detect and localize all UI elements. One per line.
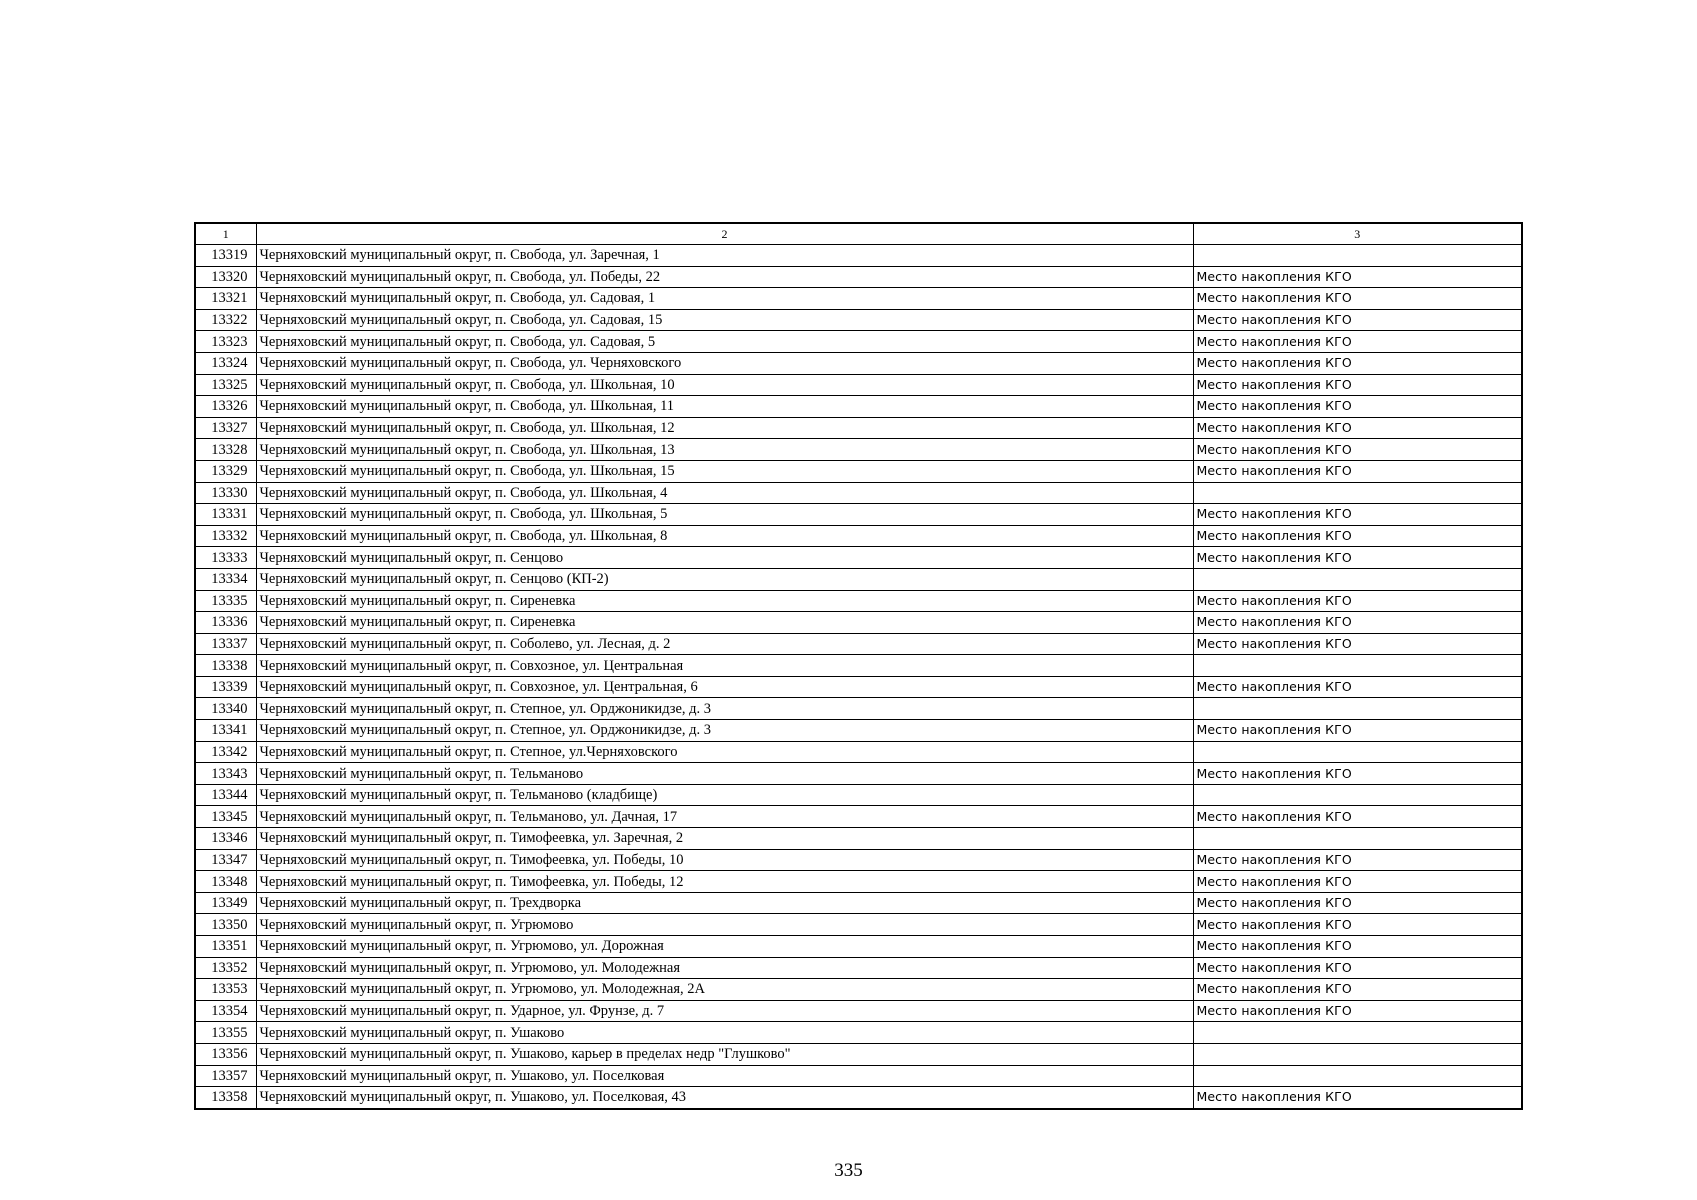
row-number-cell: 13348 bbox=[195, 871, 256, 893]
table-row bbox=[195, 1043, 1522, 1065]
table-row bbox=[195, 936, 1522, 958]
address-cell: Черняховский муниципальный округ, п. Угрюмово bbox=[256, 914, 1193, 936]
table-row bbox=[195, 1000, 1522, 1022]
status-cell: Место накопления КГО bbox=[1193, 979, 1522, 1001]
address-cell: Черняховский муниципальный округ, п. Тельманово, ул. Дачная, 17 bbox=[256, 806, 1193, 828]
address-cell: Черняховский муниципальный округ, п. Ушаково, ул. Поселковая bbox=[256, 1065, 1193, 1087]
row-number-cell: 13346 bbox=[195, 828, 256, 850]
row-number-cell: 13327 bbox=[195, 417, 256, 439]
table-row bbox=[195, 417, 1522, 439]
row-number-cell: 13323 bbox=[195, 331, 256, 353]
table-row bbox=[195, 266, 1522, 288]
status-cell: Место накопления КГО bbox=[1193, 396, 1522, 418]
status-cell: Место накопления КГО bbox=[1193, 849, 1522, 871]
address-cell: Черняховский муниципальный округ, п. Свобода, ул. Школьная, 4 bbox=[256, 482, 1193, 504]
status-cell: Место накопления КГО bbox=[1193, 266, 1522, 288]
status-cell: Место накопления КГО bbox=[1193, 633, 1522, 655]
address-cell: Черняховский муниципальный округ, п. Свобода, ул. Школьная, 12 bbox=[256, 417, 1193, 439]
status-cell: Место накопления КГО bbox=[1193, 460, 1522, 482]
address-cell: Черняховский муниципальный округ, п. Угрюмово, ул. Дорожная bbox=[256, 936, 1193, 958]
row-number-cell: 13319 bbox=[195, 245, 256, 267]
table-row bbox=[195, 763, 1522, 785]
address-cell: Черняховский муниципальный округ, п. Тимофеевка, ул. Победы, 12 bbox=[256, 871, 1193, 893]
table-row bbox=[195, 871, 1522, 893]
address-cell: Черняховский муниципальный округ, п. Свобода, ул. Победы, 22 bbox=[256, 266, 1193, 288]
address-cell: Черняховский муниципальный округ, п. Сенцово bbox=[256, 547, 1193, 569]
table-row bbox=[195, 892, 1522, 914]
address-cell: Черняховский муниципальный округ, п. Свобода, ул. Школьная, 13 bbox=[256, 439, 1193, 461]
status-cell: Место накопления КГО bbox=[1193, 288, 1522, 310]
row-number-cell: 13328 bbox=[195, 439, 256, 461]
address-cell: Черняховский муниципальный округ, п. Свобода, ул. Школьная, 15 bbox=[256, 460, 1193, 482]
row-number-cell: 13345 bbox=[195, 806, 256, 828]
address-cell: Черняховский муниципальный округ, п. Степное, ул. Орджоникидзе, д. 3 bbox=[256, 720, 1193, 742]
register-table bbox=[194, 222, 1523, 1110]
row-number-cell: 13353 bbox=[195, 979, 256, 1001]
table-row bbox=[195, 288, 1522, 310]
table-row bbox=[195, 1087, 1522, 1109]
page-number: 335 bbox=[834, 1160, 863, 1181]
address-cell: Черняховский муниципальный округ, п. Совхозное, ул. Центральная bbox=[256, 655, 1193, 677]
table-row bbox=[195, 396, 1522, 418]
status-cell: Место накопления КГО bbox=[1193, 676, 1522, 698]
header-cell-number: 1 bbox=[195, 223, 256, 245]
table-row bbox=[195, 698, 1522, 720]
table-header-row bbox=[195, 223, 1522, 245]
status-cell: Место накопления КГО bbox=[1193, 892, 1522, 914]
address-cell: Черняховский муниципальный округ, п. Трехдворка bbox=[256, 892, 1193, 914]
table-row bbox=[195, 352, 1522, 374]
table-row bbox=[195, 849, 1522, 871]
table-row bbox=[195, 655, 1522, 677]
address-cell: Черняховский муниципальный округ, п. Ушаково bbox=[256, 1022, 1193, 1044]
row-number-cell: 13349 bbox=[195, 892, 256, 914]
status-cell bbox=[1193, 1043, 1522, 1065]
table-row bbox=[195, 612, 1522, 634]
address-cell: Черняховский муниципальный округ, п. Сенцово (КП-2) bbox=[256, 568, 1193, 590]
table-row bbox=[195, 633, 1522, 655]
row-number-cell: 13339 bbox=[195, 676, 256, 698]
table-row bbox=[195, 1022, 1522, 1044]
table-row bbox=[195, 525, 1522, 547]
table-row bbox=[195, 374, 1522, 396]
row-number-cell: 13342 bbox=[195, 741, 256, 763]
status-cell bbox=[1193, 828, 1522, 850]
status-cell: Место накопления КГО bbox=[1193, 439, 1522, 461]
address-cell: Черняховский муниципальный округ, п. Сиреневка bbox=[256, 612, 1193, 634]
row-number-cell: 13338 bbox=[195, 655, 256, 677]
address-cell: Черняховский муниципальный округ, п. Ушаково, карьер в пределах недр "Глушково" bbox=[256, 1043, 1193, 1065]
table-row bbox=[195, 245, 1522, 267]
row-number-cell: 13344 bbox=[195, 784, 256, 806]
row-number-cell: 13347 bbox=[195, 849, 256, 871]
table-row bbox=[195, 828, 1522, 850]
address-cell: Черняховский муниципальный округ, п. Свобода, ул. Школьная, 5 bbox=[256, 504, 1193, 526]
table-row bbox=[195, 979, 1522, 1001]
row-number-cell: 13334 bbox=[195, 568, 256, 590]
table-row bbox=[195, 914, 1522, 936]
row-number-cell: 13332 bbox=[195, 525, 256, 547]
address-cell: Черняховский муниципальный округ, п. Свобода, ул. Черняховского bbox=[256, 352, 1193, 374]
row-number-cell: 13325 bbox=[195, 374, 256, 396]
table-row bbox=[195, 482, 1522, 504]
status-cell: Место накопления КГО bbox=[1193, 1087, 1522, 1109]
address-cell: Черняховский муниципальный округ, п. Свобода, ул. Школьная, 11 bbox=[256, 396, 1193, 418]
table-row bbox=[195, 806, 1522, 828]
row-number-cell: 13335 bbox=[195, 590, 256, 612]
status-cell bbox=[1193, 698, 1522, 720]
address-cell: Черняховский муниципальный округ, п. Свобода, ул. Школьная, 8 bbox=[256, 525, 1193, 547]
row-number-cell: 13331 bbox=[195, 504, 256, 526]
row-number-cell: 13354 bbox=[195, 1000, 256, 1022]
row-number-cell: 13350 bbox=[195, 914, 256, 936]
status-cell: Место накопления КГО bbox=[1193, 417, 1522, 439]
table-row bbox=[195, 460, 1522, 482]
status-cell bbox=[1193, 1022, 1522, 1044]
address-cell: Черняховский муниципальный округ, п. Тельманово (кладбище) bbox=[256, 784, 1193, 806]
status-cell bbox=[1193, 784, 1522, 806]
row-number-cell: 13333 bbox=[195, 547, 256, 569]
header-cell-status: 3 bbox=[1193, 223, 1522, 245]
row-number-cell: 13329 bbox=[195, 460, 256, 482]
row-number-cell: 13330 bbox=[195, 482, 256, 504]
row-number-cell: 13324 bbox=[195, 352, 256, 374]
table-row bbox=[195, 547, 1522, 569]
row-number-cell: 13320 bbox=[195, 266, 256, 288]
status-cell: Место накопления КГО bbox=[1193, 871, 1522, 893]
status-cell bbox=[1193, 482, 1522, 504]
status-cell bbox=[1193, 1065, 1522, 1087]
status-cell: Место накопления КГО bbox=[1193, 374, 1522, 396]
row-number-cell: 13351 bbox=[195, 936, 256, 958]
address-cell: Черняховский муниципальный округ, п. Тимофеевка, ул. Победы, 10 bbox=[256, 849, 1193, 871]
status-cell: Место накопления КГО bbox=[1193, 309, 1522, 331]
status-cell bbox=[1193, 655, 1522, 677]
status-cell: Место накопления КГО bbox=[1193, 720, 1522, 742]
status-cell: Место накопления КГО bbox=[1193, 352, 1522, 374]
row-number-cell: 13355 bbox=[195, 1022, 256, 1044]
table-row bbox=[195, 309, 1522, 331]
address-cell: Черняховский муниципальный округ, п. Ушаково, ул. Поселковая, 43 bbox=[256, 1087, 1193, 1109]
table-row bbox=[195, 1065, 1522, 1087]
address-cell: Черняховский муниципальный округ, п. Ударное, ул. Фрунзе, д. 7 bbox=[256, 1000, 1193, 1022]
address-cell: Черняховский муниципальный округ, п. Свобода, ул. Заречная, 1 bbox=[256, 245, 1193, 267]
status-cell: Место накопления КГО bbox=[1193, 914, 1522, 936]
table-row bbox=[195, 784, 1522, 806]
row-number-cell: 13321 bbox=[195, 288, 256, 310]
status-cell bbox=[1193, 568, 1522, 590]
register-table-body bbox=[195, 223, 1522, 1109]
status-cell bbox=[1193, 245, 1522, 267]
row-number-cell: 13357 bbox=[195, 1065, 256, 1087]
table-row bbox=[195, 504, 1522, 526]
table-row bbox=[195, 720, 1522, 742]
status-cell: Место накопления КГО bbox=[1193, 806, 1522, 828]
row-number-cell: 13343 bbox=[195, 763, 256, 785]
address-cell: Черняховский муниципальный округ, п. Свобода, ул. Садовая, 15 bbox=[256, 309, 1193, 331]
address-cell: Черняховский муниципальный округ, п. Свобода, ул. Садовая, 1 bbox=[256, 288, 1193, 310]
address-cell: Черняховский муниципальный округ, п. Сиреневка bbox=[256, 590, 1193, 612]
row-number-cell: 13358 bbox=[195, 1087, 256, 1109]
header-cell-address: 2 bbox=[256, 223, 1193, 245]
address-cell: Черняховский муниципальный округ, п. Соболево, ул. Лесная, д. 2 bbox=[256, 633, 1193, 655]
address-cell: Черняховский муниципальный округ, п. Угрюмово, ул. Молодежная, 2А bbox=[256, 979, 1193, 1001]
status-cell: Место накопления КГО bbox=[1193, 547, 1522, 569]
table-row bbox=[195, 590, 1522, 612]
row-number-cell: 13356 bbox=[195, 1043, 256, 1065]
address-cell: Черняховский муниципальный округ, п. Степное, ул.Черняховского bbox=[256, 741, 1193, 763]
row-number-cell: 13336 bbox=[195, 612, 256, 634]
table-row bbox=[195, 568, 1522, 590]
table-row bbox=[195, 957, 1522, 979]
address-cell: Черняховский муниципальный округ, п. Тельманово bbox=[256, 763, 1193, 785]
address-cell: Черняховский муниципальный округ, п. Совхозное, ул. Центральная, 6 bbox=[256, 676, 1193, 698]
address-cell: Черняховский муниципальный округ, п. Угрюмово, ул. Молодежная bbox=[256, 957, 1193, 979]
address-cell: Черняховский муниципальный округ, п. Тимофеевка, ул. Заречная, 2 bbox=[256, 828, 1193, 850]
address-cell: Черняховский муниципальный округ, п. Свобода, ул. Садовая, 5 bbox=[256, 331, 1193, 353]
table-row bbox=[195, 741, 1522, 763]
table-row bbox=[195, 676, 1522, 698]
row-number-cell: 13322 bbox=[195, 309, 256, 331]
row-number-cell: 13340 bbox=[195, 698, 256, 720]
address-cell: Черняховский муниципальный округ, п. Свобода, ул. Школьная, 10 bbox=[256, 374, 1193, 396]
status-cell: Место накопления КГО bbox=[1193, 525, 1522, 547]
status-cell: Место накопления КГО bbox=[1193, 331, 1522, 353]
status-cell bbox=[1193, 741, 1522, 763]
status-cell: Место накопления КГО bbox=[1193, 590, 1522, 612]
row-number-cell: 13352 bbox=[195, 957, 256, 979]
row-number-cell: 13337 bbox=[195, 633, 256, 655]
row-number-cell: 13326 bbox=[195, 396, 256, 418]
row-number-cell: 13341 bbox=[195, 720, 256, 742]
table-row bbox=[195, 331, 1522, 353]
table-row bbox=[195, 439, 1522, 461]
status-cell: Место накопления КГО bbox=[1193, 936, 1522, 958]
status-cell: Место накопления КГО bbox=[1193, 1000, 1522, 1022]
status-cell: Место накопления КГО bbox=[1193, 763, 1522, 785]
address-cell: Черняховский муниципальный округ, п. Степное, ул. Орджоникидзе, д. 3 bbox=[256, 698, 1193, 720]
status-cell: Место накопления КГО bbox=[1193, 957, 1522, 979]
status-cell: Место накопления КГО bbox=[1193, 504, 1522, 526]
status-cell: Место накопления КГО bbox=[1193, 612, 1522, 634]
